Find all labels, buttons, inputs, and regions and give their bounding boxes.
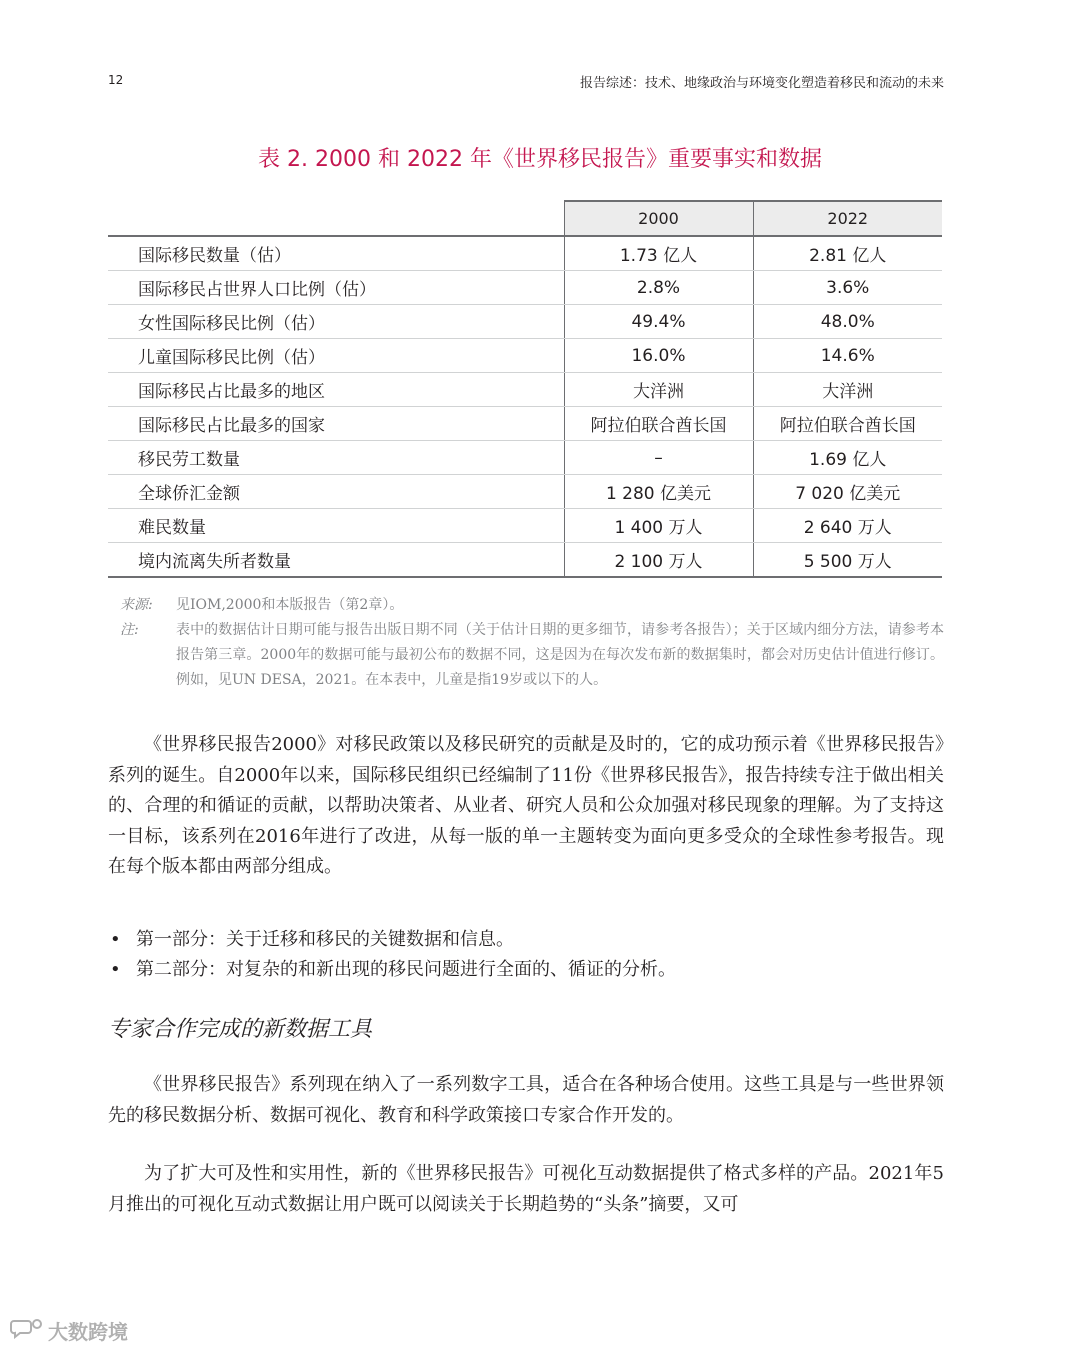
table-row — [108, 475, 942, 509]
table-row — [108, 441, 942, 475]
body-paragraph: 为了扩大可及性和实用性，新的《世界移民报告》可视化互动数据提供了格式多样的产品。2021年5月推出的可视化互动式数据让用户既可以阅读关于长期趋势的“头条”摘要，又可 — [108, 1163, 944, 1215]
row-label: 国际移民占比最多的地区 — [108, 373, 564, 407]
value-2022: 5 500 万人 — [753, 543, 942, 578]
value-2000: 1.73 亿人 — [564, 236, 753, 271]
value-2022: 1.69 亿人 — [753, 441, 942, 475]
source-label: 来源: — [120, 597, 153, 613]
note-text: 表中的数据估计日期可能与报告出版日期不同（关于估计日期的更多细节，请参考各报告）；关于区域内细分方法，请参考本报告第三章。2000年的数据可能与最初公布的数据不同，这是因为在每次发布新的数据集时，都会对历史估计值进行修订。例如，见UN DESA，2021。在本表中，儿童是指19岁或以下的人。 — [176, 622, 944, 688]
table-note — [108, 618, 944, 718]
section-heading: 专家合作完成的新数据工具 — [108, 1017, 373, 1042]
running-header: 报告综述：技术、地缘政治与环境变化塑造着移民和流动的未来 — [579, 76, 944, 91]
value-2022: 2.81 亿人 — [753, 236, 942, 271]
value-2022: 3.6% — [753, 271, 942, 305]
note-label: 注: — [120, 622, 139, 638]
value-2000: 大洋洲 — [564, 373, 753, 407]
table-row — [108, 407, 942, 441]
value-2000: 16.0% — [564, 339, 753, 373]
bullet-list — [108, 925, 944, 985]
column-header-2000: 2000 — [564, 201, 753, 236]
list-item: • 第二部分：对复杂的和新出现的移民问题进行全面的、循证的分析。 — [108, 955, 944, 985]
value-2000: 49.4% — [564, 305, 753, 339]
table-row — [108, 373, 942, 407]
source-text: 见IOM,2000和本版报告（第2章）。 — [176, 597, 404, 613]
row-label: 儿童国际移民比例（估） — [108, 339, 564, 373]
value-2000: 2.8% — [564, 271, 753, 305]
table-row — [108, 271, 942, 305]
row-label: 国际移民占世界人口比例（估） — [108, 271, 564, 305]
value-2000: 1 400 万人 — [564, 509, 753, 543]
row-label: 境内流离失所者数量 — [108, 543, 564, 578]
value-2022: 7 020 亿美元 — [753, 475, 942, 509]
row-label: 移民劳工数量 — [108, 441, 564, 475]
list-item: • 第一部分：关于迁移和移民的关键数据和信息。 — [108, 925, 944, 955]
table-row — [108, 305, 942, 339]
value-2000: 1 280 亿美元 — [564, 475, 753, 509]
value-2022: 2 640 万人 — [753, 509, 942, 543]
body-paragraph: 《世界移民报告2000》对移民政策以及移民研究的贡献是及时的，它的成功预示着《世界移民报告》系列的诞生。自2000年以来，国际移民组织已经编制了11份《世界移民报告》，报告持续专注于做出相关的、合理的和循证的贡献，以帮助决策者、从业者、研究人员和公众加强对移民现象的理解。为了支持这一目标，该系列在2016年进行了改进，从每一版的单一主题转变为面向更多受众的全球性参考报告。现在每个版本都由两部分组成。 — [108, 734, 944, 877]
value-2000: 阿拉伯联合酋长国 — [564, 407, 753, 441]
source-note — [108, 593, 944, 618]
row-label: 女性国际移民比例（估） — [108, 305, 564, 339]
value-2000: – — [564, 441, 753, 475]
value-2022: 大洋洲 — [753, 373, 942, 407]
page-number: 12 — [108, 73, 124, 87]
facts-table — [108, 200, 942, 578]
value-2022: 48.0% — [753, 305, 942, 339]
row-label: 全球侨汇金额 — [108, 475, 564, 509]
row-label: 难民数量 — [108, 509, 564, 543]
row-label: 国际移民数量（估） — [108, 236, 564, 271]
table-header-row — [108, 201, 942, 236]
column-header-2022: 2022 — [753, 201, 942, 236]
row-label: 国际移民占比最多的国家 — [108, 407, 564, 441]
watermark — [10, 1316, 128, 1345]
table-row — [108, 236, 942, 271]
table-row — [108, 509, 942, 543]
watermark-text: 大数跨境 — [48, 1320, 128, 1344]
value-2022: 14.6% — [753, 339, 942, 373]
table-title: 表 2. 2000 和 2022 年《世界移民报告》重要事实和数据 — [258, 147, 822, 172]
table-row — [108, 543, 942, 578]
header-corner-cell — [108, 201, 564, 236]
value-2000: 2 100 万人 — [564, 543, 753, 578]
table-row — [108, 339, 942, 373]
value-2022: 阿拉伯联合酋长国 — [753, 407, 942, 441]
body-paragraph: 《世界移民报告》系列现在纳入了一系列数字工具，适合在各种场合使用。这些工具是与一些世界领先的移民数据分析、数据可视化、教育和科学政策接口专家合作开发的。 — [108, 1074, 944, 1126]
chat-bubble-icon — [10, 1317, 44, 1344]
